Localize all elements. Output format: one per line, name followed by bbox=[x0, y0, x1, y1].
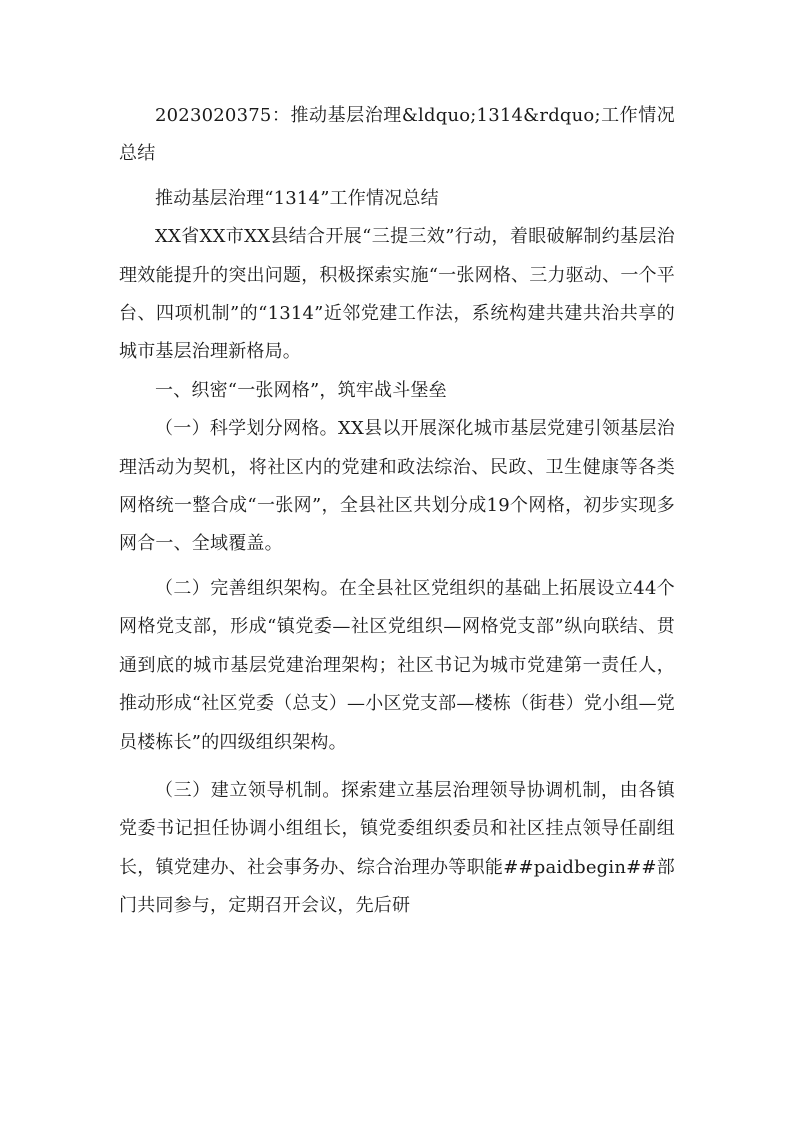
body-paragraph: XX省XX市XX县结合开展“三提三效”行动，着眼破解制约基层治理效能提升的突出问题，积极探索实施“一张网格、三力驱动、一个平台、四项机制”的“1314”近邻党建工作法，系统构建共建共治共享的城市基层治理新格局。 bbox=[119, 226, 675, 363]
body-paragraph: （三）建立领导机制。探索建立基层治理领导协调机制，由各镇党委书记担任协调小组组长，镇党委组织委员和社区挂点领导任副组长，镇党建办、社会事务办、综合治理办等职能##paidbegin##部门共同参与，定期召开会议，先后研 bbox=[119, 779, 675, 917]
body-paragraph: （二）完善组织架构。在全县社区党组织的基础上拓展设立44个网格党支部，形成“镇党委—社区党组织—网格党支部”纵向联结、贯通到底的城市基层党建治理架构；社区书记为城市党建第一责任人，推动形成“社区党委（总支）—小区党支部—楼栋（街巷）党小组—党员楼栋长”的四级组织架构。 bbox=[119, 577, 675, 753]
document-body bbox=[119, 97, 675, 926]
section-heading: 一、织密“一张网格”，筑牢战斗堡垒 bbox=[155, 379, 447, 401]
document-title: 推动基层治理“1314”工作情况总结 bbox=[155, 187, 439, 209]
body-paragraph: （一）科学划分网格。XX县以开展深化城市基层党建引领基层治理活动为契机，将社区内的党建和政法综治、民政、卫生健康等各类网格统一整合成“一张网”，全县社区共划分成19个网格，初步实现多网合一、全域覆盖。 bbox=[119, 418, 675, 555]
document-header-line: 2023020375：推动基层治理&ldquo;1314&rdquo;工作情况总结 bbox=[119, 105, 675, 165]
